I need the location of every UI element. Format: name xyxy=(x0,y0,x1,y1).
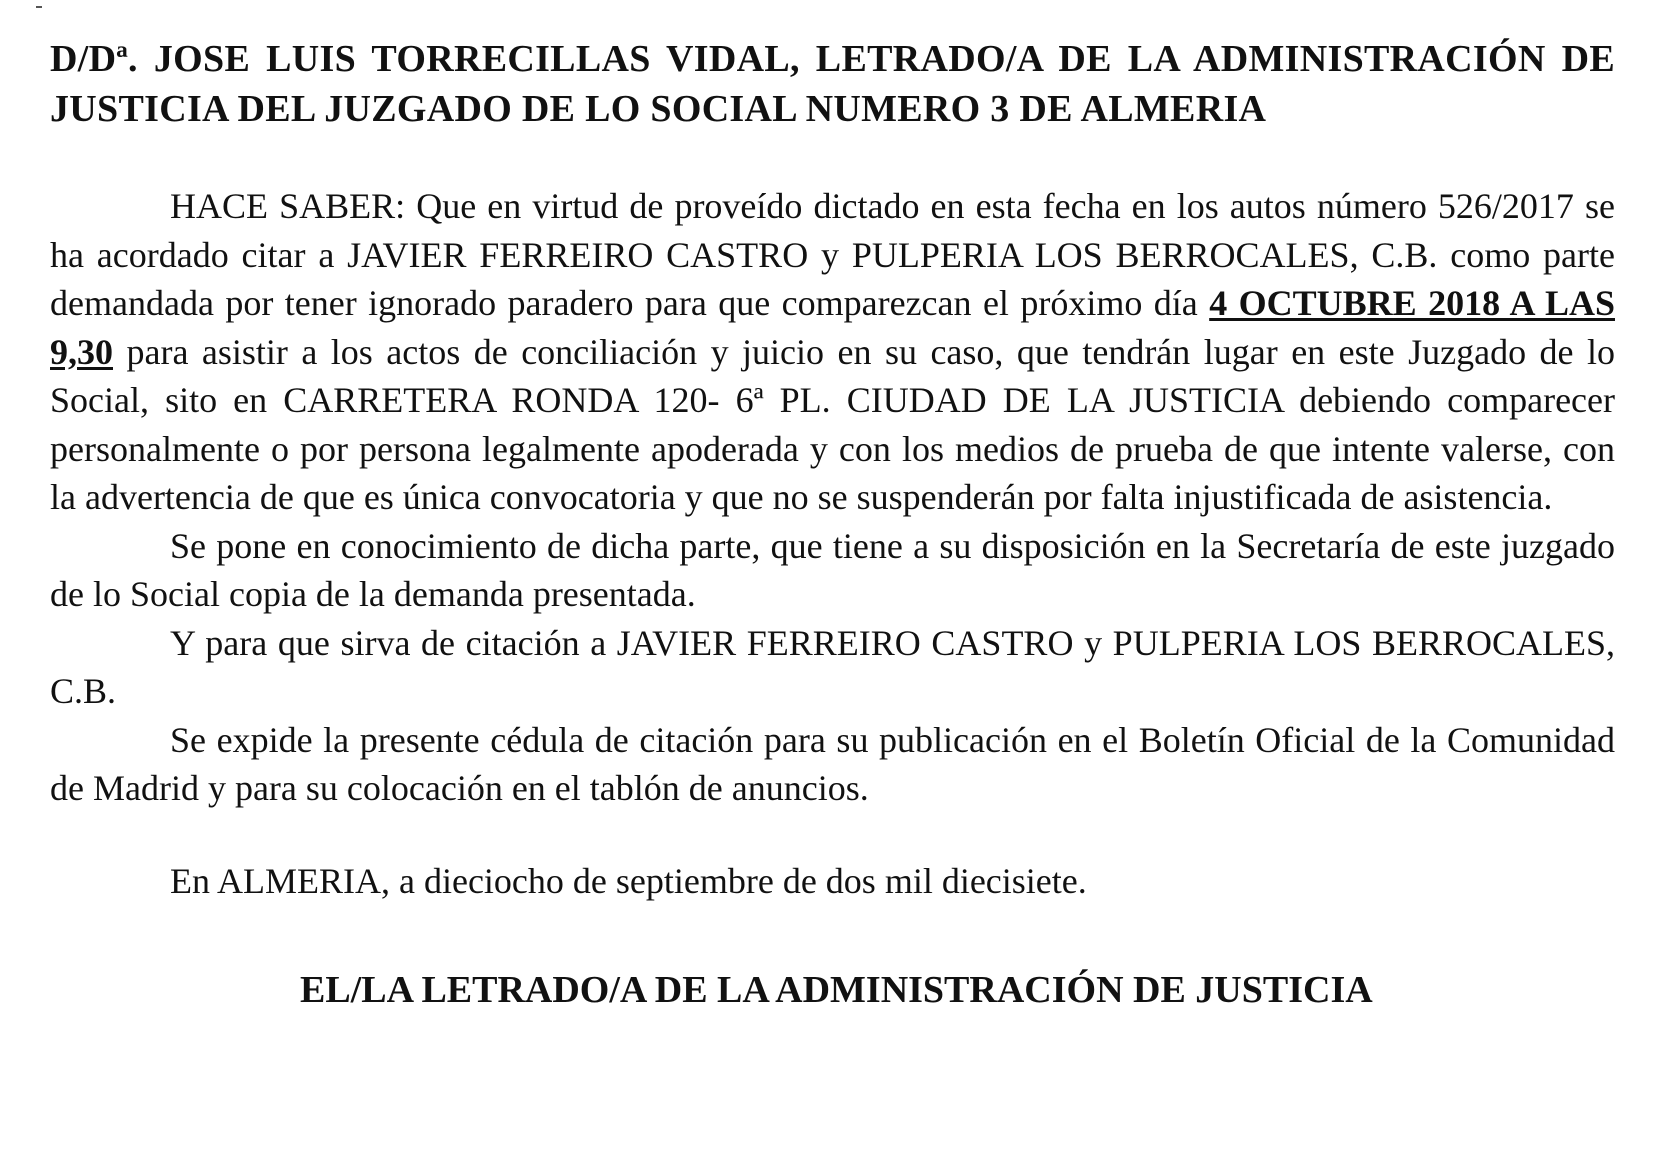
summons-paragraph xyxy=(50,182,1615,522)
signature-title: EL/LA LETRADO/A DE LA ADMINISTRACIÓN DE JUSTICIA xyxy=(300,968,1373,1011)
claim-copy-paragraph: Se pone en conocimiento de dicha parte, que tiene a su disposición en la Secretaría de este juzgado de lo Social copia de la demanda presentada. xyxy=(50,525,1615,614)
summons-text-after: para asistir a los actos de conciliación y juicio en su caso, que tendrán lugar en este Juzgado de lo Social, sito en CARRETERA RONDA 120- 6ª PL. CIUDAD DE LA JUSTICIA debiendo comparecer personalmente o por persona legalmente apoderada y con los medios de prueba de que intente valerse, con la advertencia de que es única convocatoria y que no se suspenderán por falta injustificada de asistencia. xyxy=(50,331,1615,517)
place-date-line: En ALMERIA, a dieciocho de septiembre de dos mil diecisiete. xyxy=(170,860,1087,901)
document-heading: D/Dª. JOSE LUIS TORRECILLAS VIDAL, LETRADO/A DE LA ADMINISTRACIÓN DE JUSTICIA DEL JUZGADO DE LO SOCIAL NUMERO 3 DE ALMERIA xyxy=(50,38,1615,130)
citation-purpose-paragraph: Y para que sirva de citación a JAVIER FERREIRO CASTRO y PULPERIA LOS BERROCALES, C.B. xyxy=(50,622,1615,711)
hearing-date-time: 4 OCTUBRE 2018 A LAS 9,30 xyxy=(50,283,1615,372)
scan-speck xyxy=(36,6,42,8)
publication-paragraph: Se expide la presente cédula de citación para su publicación en el Boletín Oficial de la Comunidad de Madrid y para su colocación en el tablón de anuncios. xyxy=(50,719,1615,808)
document-page xyxy=(50,34,1615,1015)
summons-text-before: HACE SABER: Que en virtud de proveído dictado en esta fecha en los autos número 526/2017 se ha acordado citar a JAVIER FERREIRO CASTRO y PULPERIA LOS BERROCALES, C.B. como parte demandada por tener ignorado paradero para que comparezcan el próximo día xyxy=(50,186,1615,323)
